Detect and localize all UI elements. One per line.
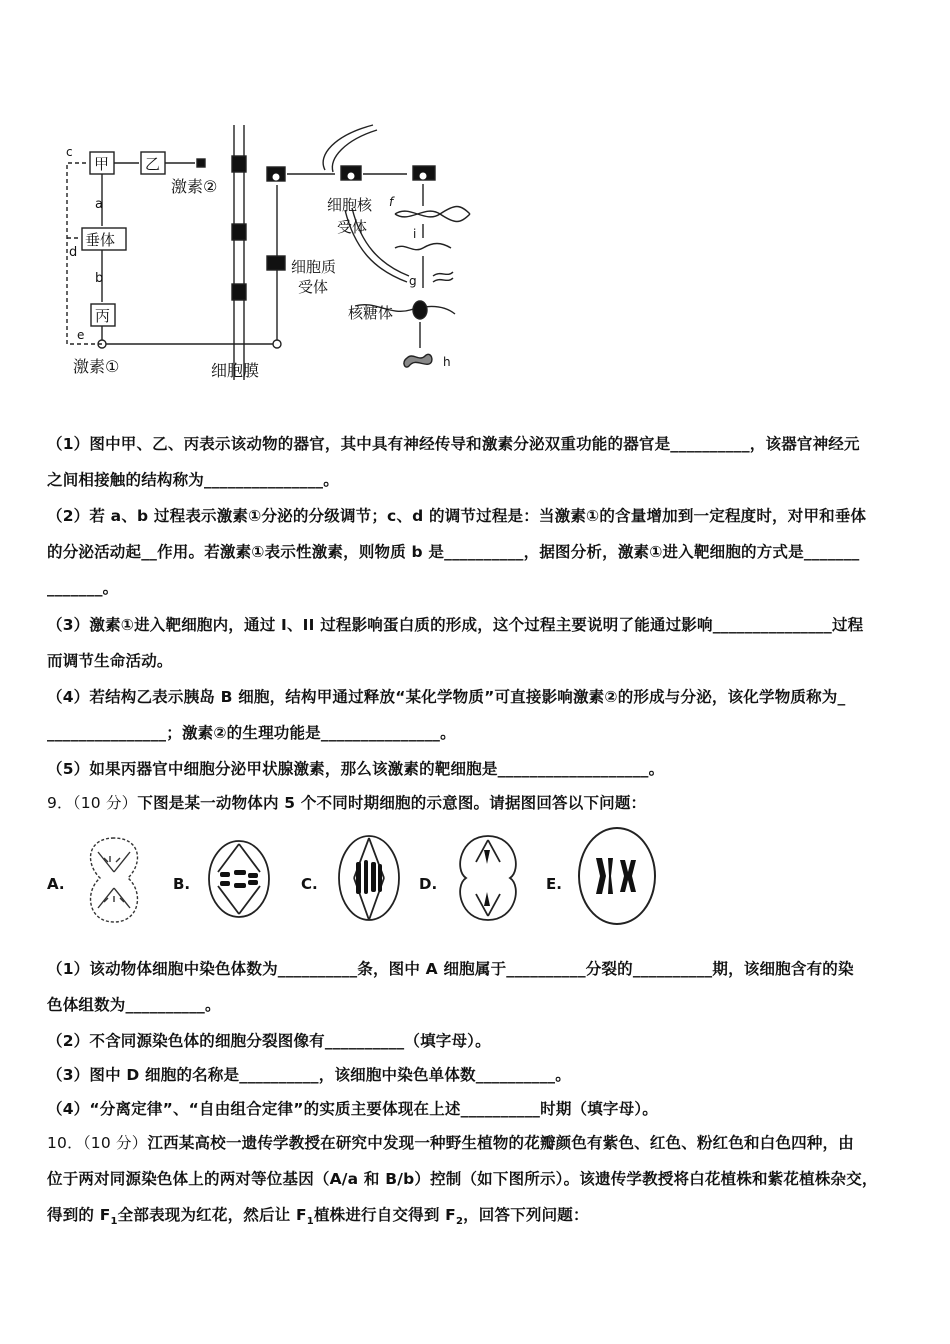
q8-p2-line2: 的分泌活动起__作用。若激素①表示性激素，则物质 b 是__________，据图分析，激素①进入靶细胞的方式是_______ xyxy=(47,543,860,561)
diagram-label-bing: 丙 xyxy=(95,307,111,325)
q9-part1 xyxy=(47,951,907,1023)
q8-p2-line3: _______。 xyxy=(47,579,119,597)
cell-label-b: B. xyxy=(173,875,191,893)
diagram-label-hormone2: 激素② xyxy=(171,177,218,196)
diagram-label-ribosome: 核糖体 xyxy=(348,304,394,322)
q8-p3-line1: （3）激素①进入靶细胞内，通过 I、II 过程影响蛋白质的形成，这个过程主要说明了能通过影响_______________过程 xyxy=(47,616,864,634)
diagram-label-g: g xyxy=(409,274,417,288)
q10-line3-sub2: 1 xyxy=(306,1216,314,1228)
q9-part3 xyxy=(47,1057,907,1093)
diagram-label-membrane: 细胞膜 xyxy=(211,361,260,380)
q9-p4: （4）“分离定律”、“自由组合定律”的实质主要体现在上述__________时期（填字母）。 xyxy=(47,1100,658,1118)
cell-label-c: C. xyxy=(301,875,318,893)
cell-label-e: E. xyxy=(546,875,562,893)
q9-p3: （3）图中 D 细胞的名称是__________，该细胞中染色单体数__________。 xyxy=(47,1066,571,1084)
diagram-label-cyto-receptor-2: 受体 xyxy=(298,278,329,296)
q8-p2-line1: （2）若 a、b 过程表示激素①分泌的分级调节；c、d 的调节过程是：当激素①的含量增加到一定程度时，对甲和垂体 xyxy=(47,507,867,525)
q8-p4-line2: _______________；激素②的生理功能是_______________。 xyxy=(47,724,456,742)
q8-p3-line2: 而调节生命活动。 xyxy=(47,652,173,670)
q9-p1-line1: （1）该动物体细胞中染色体数为__________条，图中 A 细胞属于__________分裂的__________期，该细胞含有的染 xyxy=(47,960,854,978)
cell-figure-c xyxy=(334,832,404,924)
cell-figure-a xyxy=(78,832,150,928)
q10-number: 10．（10 分） xyxy=(47,1134,148,1152)
q8-part2 xyxy=(47,498,907,606)
diagram-label-i: i xyxy=(413,227,417,241)
diagram-label-d: d xyxy=(69,245,78,260)
q9-p1-line2: 色体组数为__________。 xyxy=(47,996,221,1014)
diagram-label-jia: 甲 xyxy=(94,155,110,173)
diagram-label-cyto-receptor-1: 细胞质 xyxy=(291,258,337,276)
q10-line3-a: 得到的 F xyxy=(47,1206,111,1224)
cell-figure-e xyxy=(574,824,660,928)
q8-p1-line2: 之间相接触的结构称为_______________。 xyxy=(47,471,339,489)
q10-line3-c: 植株进行自交得到 F xyxy=(313,1206,456,1224)
q9-stem-text: 下图是某一动物体内 5 个不同时期细胞的示意图。请据图回答以下问题： xyxy=(137,794,647,812)
q10-line3-sub3: 2 xyxy=(455,1216,464,1228)
diagram-label-e: e xyxy=(77,328,85,342)
q8-part4 xyxy=(47,679,907,751)
diagram-label-f: f xyxy=(389,195,394,209)
q9-p2: （2）不含同源染色体的细胞分裂图像有__________（填字母）。 xyxy=(47,1032,491,1050)
q10-line3-sub1: 1 xyxy=(110,1216,118,1228)
diagram-label-b: b xyxy=(95,271,104,286)
q8-p1-line1: （1）图中甲、乙、丙表示该动物的器官，其中具有神经传导和激素分泌双重功能的器官是__________，该器官神经元 xyxy=(47,435,860,453)
q10-line1: 江西某高校一遗传学教授在研究中发现一种野生植物的花瓣颜色有紫色、红色、粉红色和白色四种，由 xyxy=(147,1134,854,1152)
q8-part5 xyxy=(47,751,907,787)
cell-figure-d xyxy=(452,832,524,924)
q8-part1 xyxy=(47,426,907,498)
diagram-label-c: c xyxy=(66,145,73,159)
diagram-label-nuc-receptor-2: 受体 xyxy=(337,218,368,236)
cell-label-a: A. xyxy=(47,875,65,893)
q10-line3-d: ，回答下列问题： xyxy=(463,1206,589,1224)
diagram-label-yi: 乙 xyxy=(145,155,161,173)
q8-p5-line1: （5）如果丙器官中细胞分泌甲状腺激素，那么该激素的靶细胞是___________________。 xyxy=(47,760,665,778)
cell-label-d: D. xyxy=(419,875,438,893)
q10-stem xyxy=(47,1125,907,1240)
diagram-label-nuc-receptor-1: 细胞核 xyxy=(327,196,373,214)
cell-figure-b xyxy=(204,836,274,922)
q10-line3-b: 全部表现为红花，然后让 F xyxy=(117,1206,307,1224)
hormone-regulation-diagram xyxy=(55,110,495,390)
q9-part2 xyxy=(47,1023,907,1059)
q10-line3 xyxy=(47,1197,907,1240)
diagram-label-chuiti: 垂体 xyxy=(85,231,116,249)
q10-line2: 位于两对同源染色体上的两对等位基因（A/a 和 B/b）控制（如下图所示）。该遗传学教授将白花植株和紫花植株杂交， xyxy=(47,1170,878,1188)
diagram-label-h: h xyxy=(443,355,451,369)
q9-part4 xyxy=(47,1091,907,1127)
q8-p4-line1: （4）若结构乙表示胰岛 B 细胞，结构甲通过释放“某化学物质”可直接影响激素②的形成与分泌，该化学物质称为_ xyxy=(47,688,846,706)
q9-number: 9．（10 分） xyxy=(47,794,138,812)
q9-stem xyxy=(47,785,907,821)
q8-part3 xyxy=(47,607,907,679)
diagram-label-a: a xyxy=(95,197,103,212)
diagram-label-hormone1: 激素① xyxy=(73,357,120,376)
